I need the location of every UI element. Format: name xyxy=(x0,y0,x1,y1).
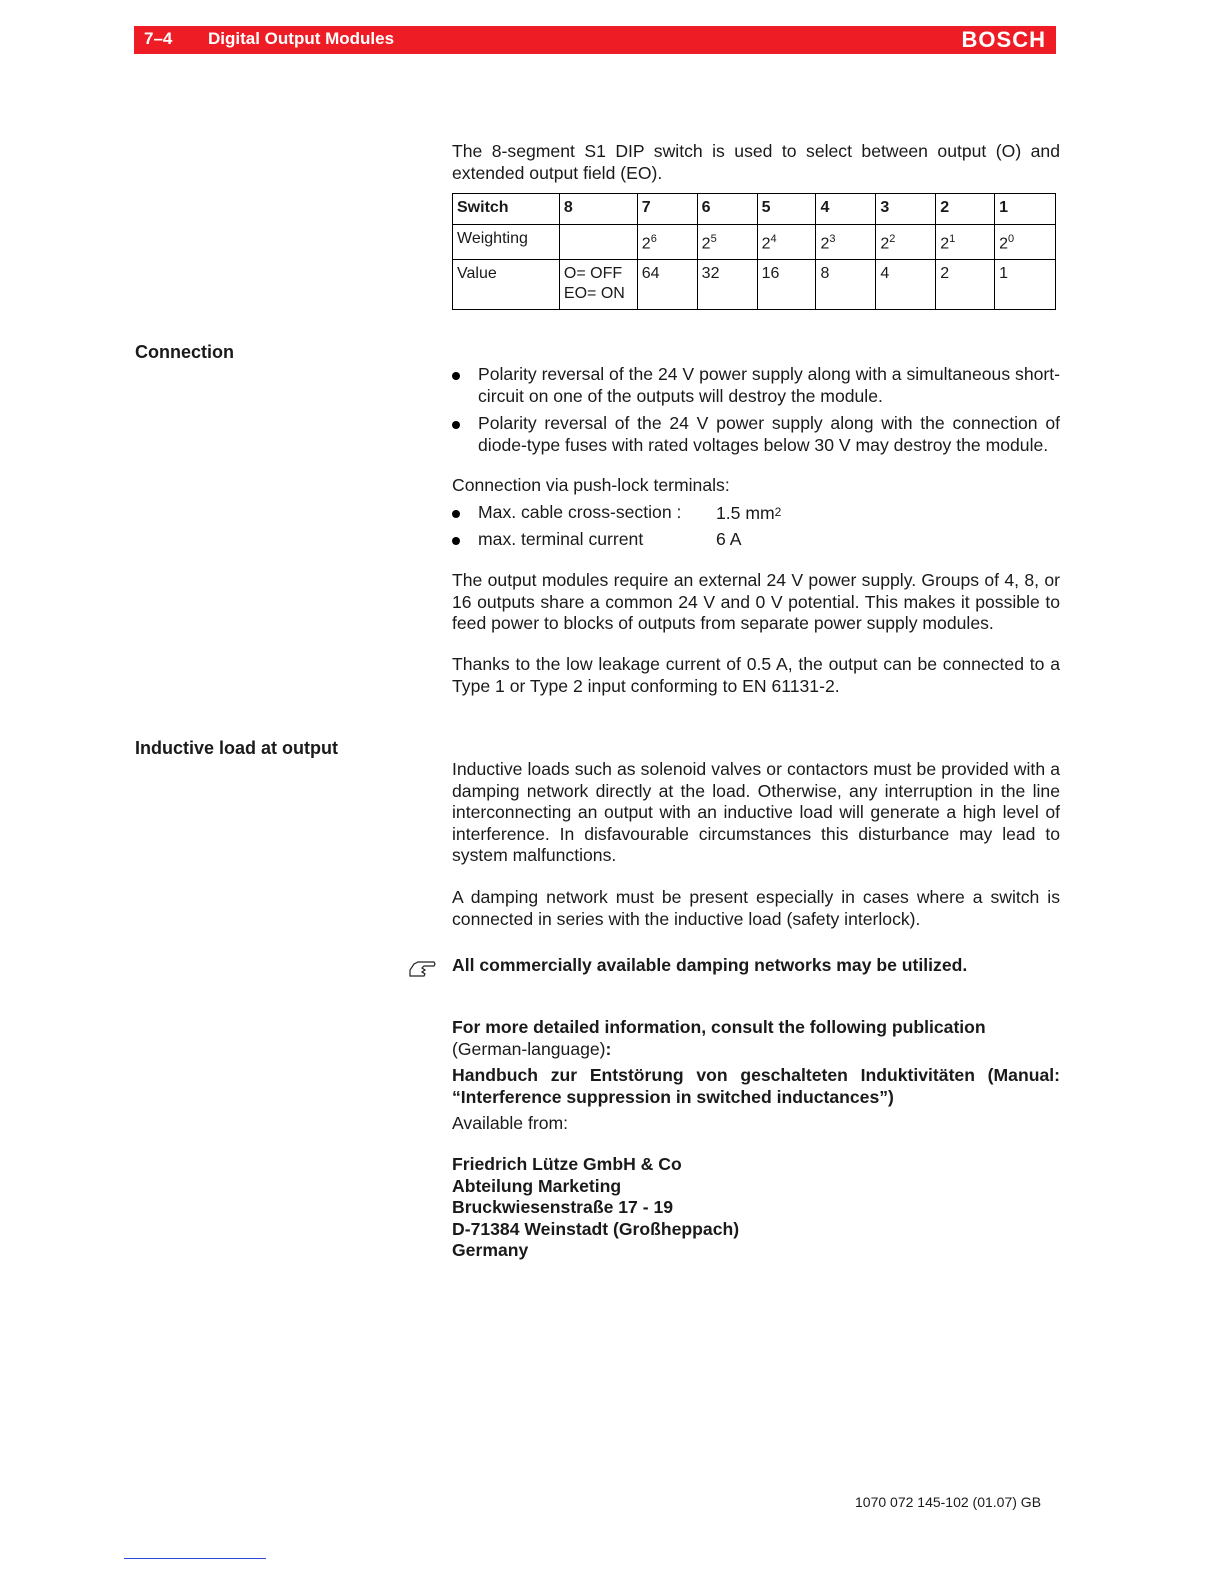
table-row-label: Weighting xyxy=(453,225,560,260)
publisher-address: Friedrich Lütze GmbH & Co Abteilung Marketing Bruckwiesenstraße 17 - 19 D-71384 Weinstadt (Großheppach) Germany xyxy=(452,1154,740,1260)
table-cell: $2^4$ xyxy=(757,225,816,260)
table-header-cell: 8 xyxy=(559,194,637,225)
list-item: Polarity reversal of the 24 V power supply along with a simultaneous short-circuit on one of the outputs will destroy the module. xyxy=(452,364,1060,407)
available-from-label: Available from: xyxy=(452,1113,569,1133)
connection-heading: Connection xyxy=(135,342,234,362)
leakage-paragraph: Thanks to the low leakage current of 0.5 A, the output can be connected to a Type 1 or Type 2 input conforming to EN 61131-2. xyxy=(452,654,1060,696)
table-cell: 16 xyxy=(757,260,816,310)
more-info-text: For more detailed information, consult the following publication (German-language): xyxy=(452,1017,986,1059)
table-cell: 4 xyxy=(876,260,936,310)
table-cell xyxy=(559,225,637,260)
dip-switch-intro: The 8-segment S1 DIP switch is used to select between output (O) and extended output field (EO). xyxy=(452,141,1060,183)
publication-title: Handbuch zur Entstörung von geschalteten Induktivitäten (Manual: “Interference suppression in switched inductances”) xyxy=(452,1065,1060,1107)
bullet-icon xyxy=(452,537,460,545)
footer-divider xyxy=(124,1558,266,1559)
table-row-switch xyxy=(453,194,1056,225)
table-cell: 32 xyxy=(697,260,757,310)
table-cell: $2^1$ xyxy=(936,225,995,260)
chapter-title: Digital Output Modules xyxy=(208,29,395,48)
table-header-cell: 2 xyxy=(936,194,995,225)
page-header-bar xyxy=(134,26,1056,54)
inductive-paragraph: Inductive loads such as solenoid valves or contactors must be provided with a damping network directly at the load. Otherwise, any interruption in the line interconnecting an output with an inductive load will generate a high level of interference. In disfavourable circumstances this disturbance may lead to system malfunctions. xyxy=(452,759,1060,865)
table-header-cell: 6 xyxy=(697,194,757,225)
table-cell: $2^0$ xyxy=(995,225,1056,260)
page-number: 7–4 xyxy=(144,29,173,48)
table-header-cell: Switch xyxy=(453,194,560,225)
table-cell: 64 xyxy=(637,260,697,310)
table-row-weighting xyxy=(453,225,1056,260)
table-header-cell: 3 xyxy=(876,194,936,225)
table-header-cell: 1 xyxy=(995,194,1056,225)
table-cell: 2 xyxy=(936,260,995,310)
bullet-icon xyxy=(452,421,460,429)
table-cell: $2^5$ xyxy=(697,225,757,260)
damping-paragraph: A damping network must be present especially in cases where a switch is connected in series with the inductive load (safety interlock). xyxy=(452,887,1060,929)
table-cell: $2^6$ xyxy=(637,225,697,260)
table-cell: 1 xyxy=(995,260,1056,310)
table-header-cell: 4 xyxy=(816,194,876,225)
power-supply-paragraph: The output modules require an external 24 V power supply. Groups of 4, 8, or 16 outputs share a common 24 V and 0 V potential. This makes it possible to feed power to blocks of outputs from separate power supply modules. xyxy=(452,570,1060,633)
note-text: All commercially available damping networks may be utilized. xyxy=(452,955,968,975)
pointing-hand-icon xyxy=(408,956,438,978)
table-cell: $2^2$ xyxy=(876,225,936,260)
table-row-label: Value xyxy=(453,260,560,310)
brand-logo: BOSCH xyxy=(961,27,1046,52)
bullet-icon xyxy=(452,372,460,380)
polarity-warning-list xyxy=(452,364,1060,462)
list-item: Polarity reversal of the 24 V power supply along with the connection of diode-type fuses with rated voltages below 30 V may destroy the module. xyxy=(452,413,1060,456)
bullet-icon xyxy=(452,510,460,518)
dip-switch-table xyxy=(452,193,1056,310)
inductive-load-heading: Inductive load at output xyxy=(135,738,338,758)
push-lock-intro: Connection via push-lock terminals: xyxy=(452,475,730,495)
table-header-cell: 7 xyxy=(637,194,697,225)
table-cell: O= OFF EO= ON xyxy=(559,260,637,310)
table-cell: $2^3$ xyxy=(816,225,876,260)
table-header-cell: 5 xyxy=(757,194,816,225)
document-number: 1070 072 145-102 (01.07) GB xyxy=(855,1494,1042,1510)
table-row-value xyxy=(453,260,1056,310)
table-cell: 8 xyxy=(816,260,876,310)
